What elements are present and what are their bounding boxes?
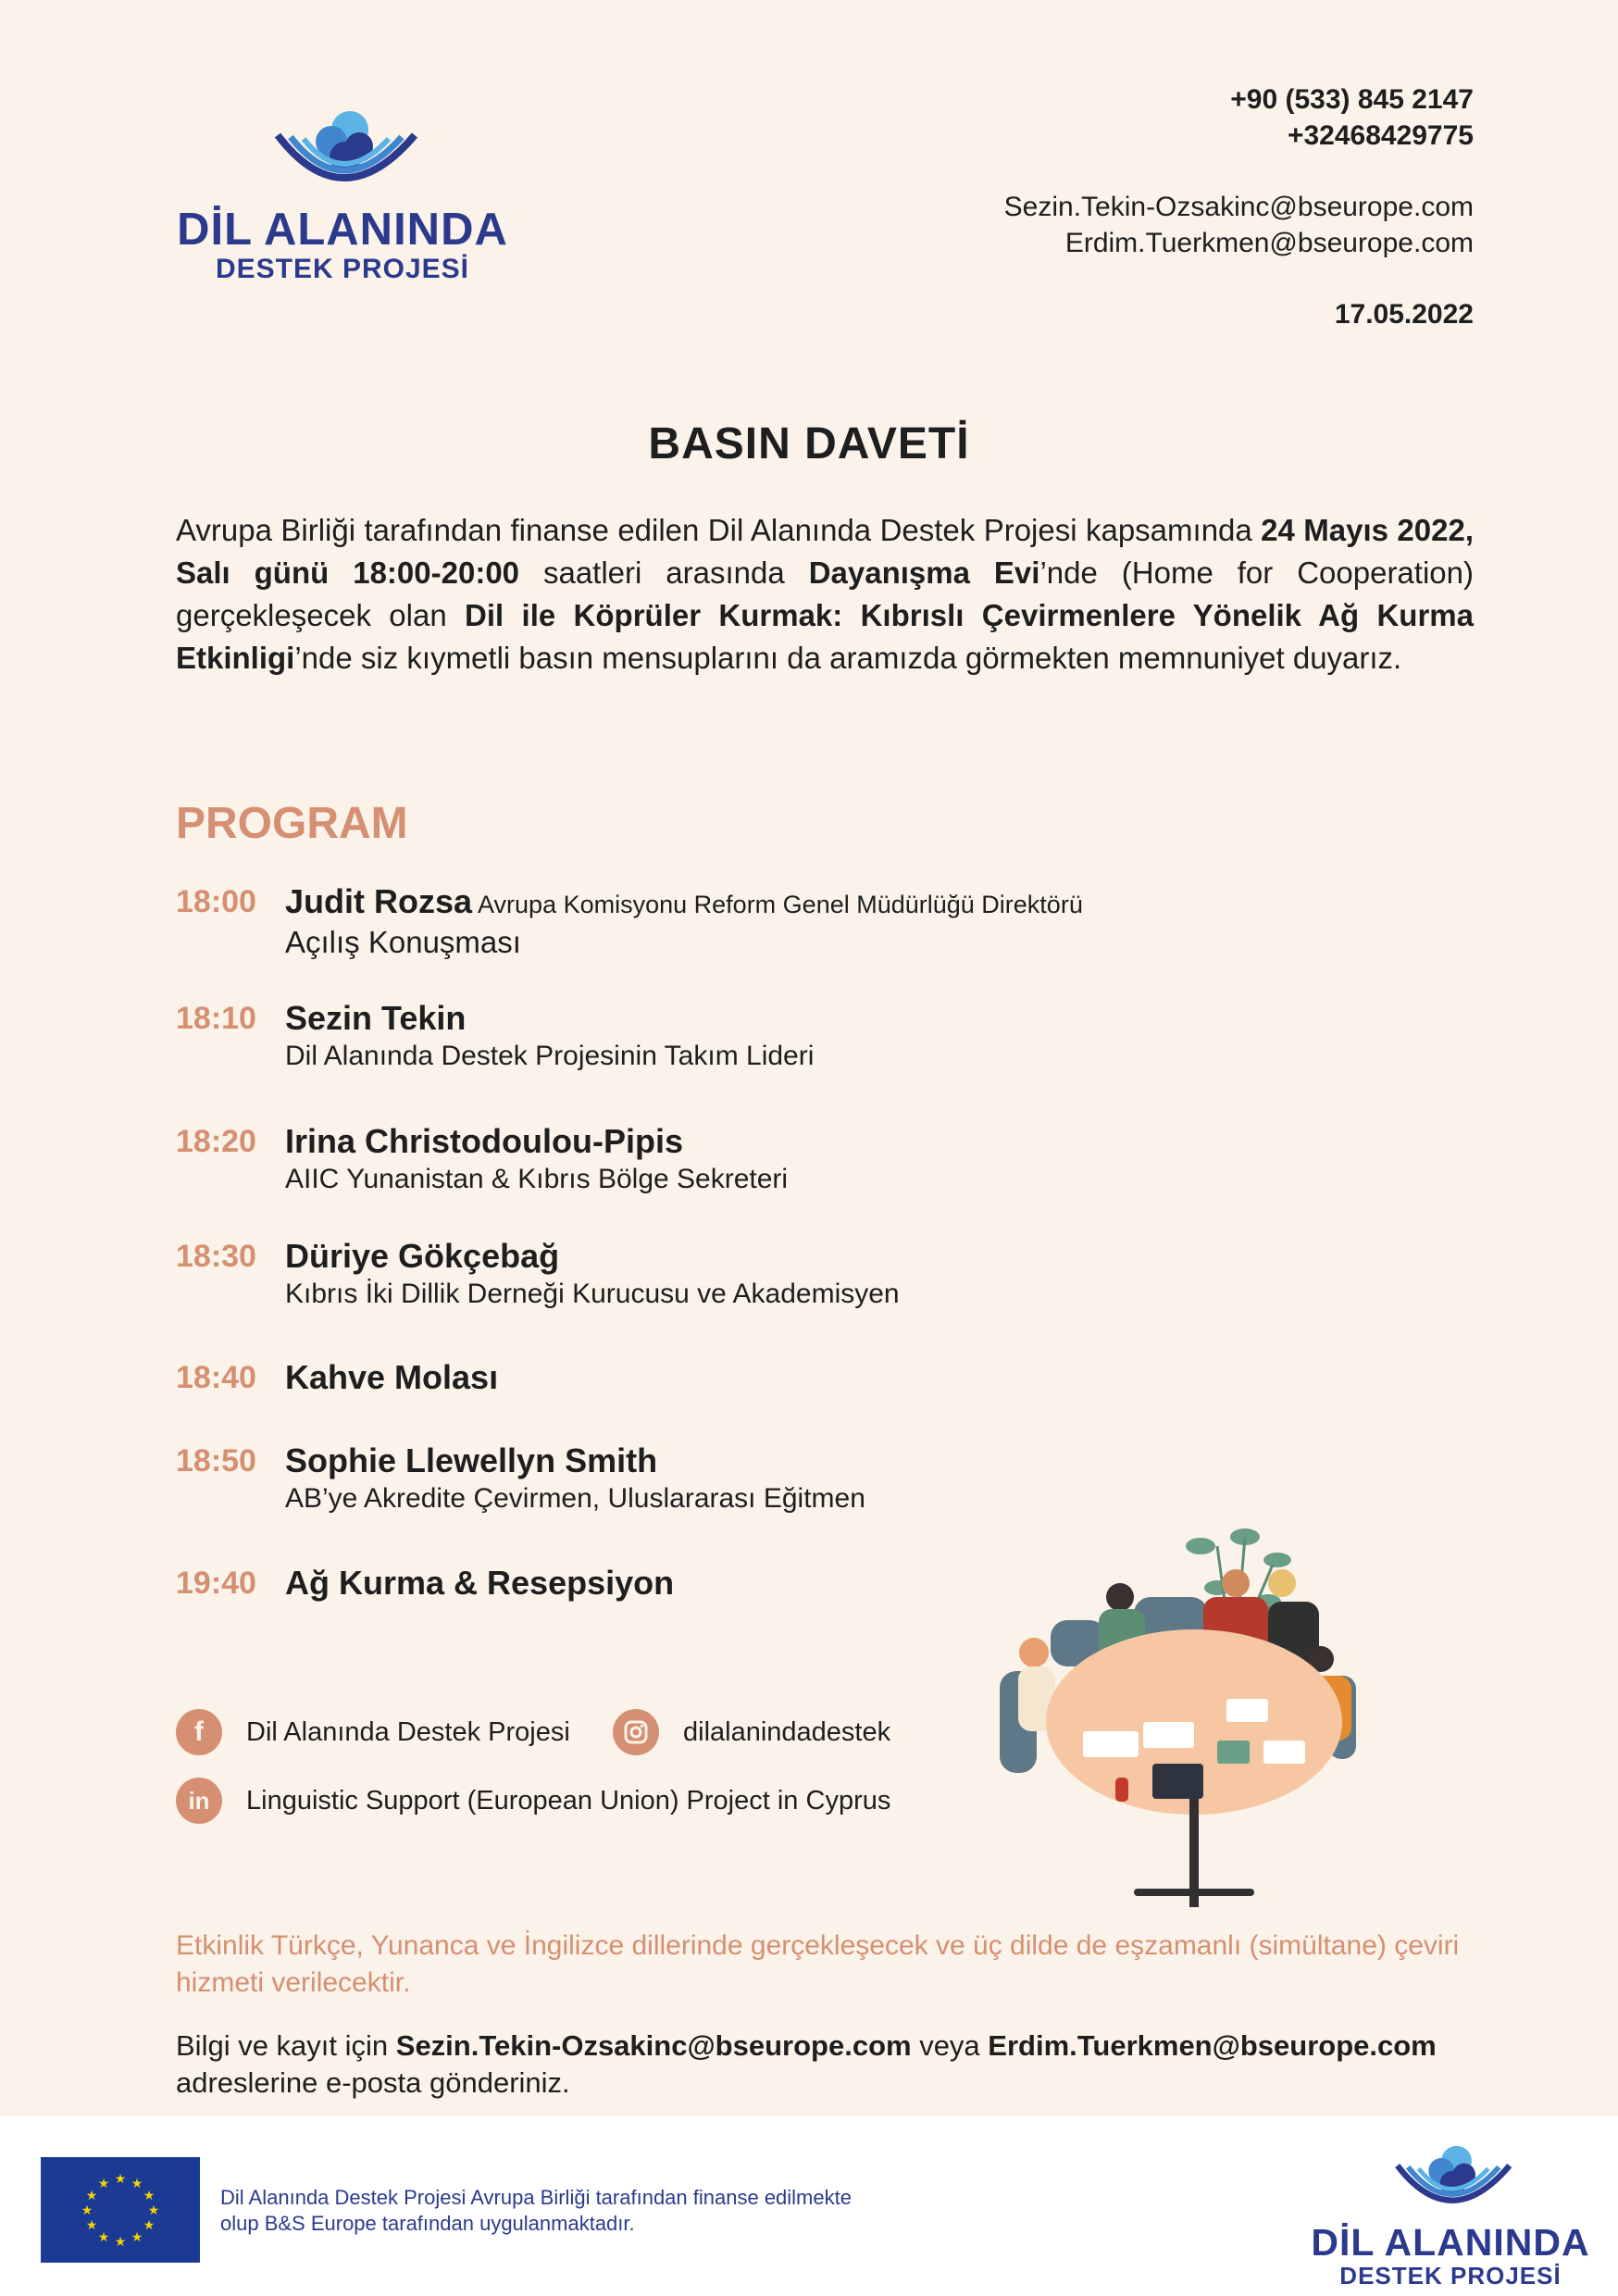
facebook-icon: f (176, 1709, 222, 1755)
intro-text-4: ’nde siz kıymetli basın mensuplarını da aramızda görmekten memnuniyet duyarız. (294, 641, 1402, 675)
svg-text:★: ★ (143, 2189, 156, 2203)
header-logo (176, 100, 509, 285)
speaker-name: Judit Rozsa (285, 882, 473, 920)
program-time: 18:50 (176, 1443, 256, 1479)
instagram-icon (613, 1709, 659, 1755)
speaker-role: AB’ye Akredite Çevirmen, Uluslararası Eğitmen (285, 1483, 865, 1514)
registration-info (176, 2028, 1490, 2102)
program-item (176, 1357, 1333, 1398)
intro-event-date: 24 Mayıs 2022, Salı günü 18:00-20:00 (176, 513, 1474, 590)
meeting-illustration (995, 1518, 1402, 1935)
svg-text:★: ★ (143, 2218, 156, 2233)
linkedin-icon: in (176, 1778, 222, 1824)
svg-text:★: ★ (147, 2203, 160, 2218)
svg-text:★: ★ (85, 2189, 98, 2203)
info-text-3: adreslerine e-posta gönderiniz. (176, 2066, 570, 2099)
logo-subtitle: DESTEK PROJESİ (1339, 2262, 1562, 2290)
page-title: BASIN DAVETİ (648, 419, 970, 468)
speaker-title-inline: Avrupa Komisyonu Reform Genel Müdürlüğü Direktörü (478, 891, 1083, 918)
logo-mark-icon (259, 100, 426, 202)
info-email-2[interactable]: Erdim.Tuerkmen@bseurope.com (988, 2029, 1437, 2062)
facebook-label: Dil Alanında Destek Projesi (246, 1716, 570, 1747)
info-text-1: Bilgi ve kayıt için (176, 2029, 396, 2062)
speaker-name: Irina Christodoulou-Pipis (285, 1122, 683, 1160)
speaker-role: Açılış Konuşması (285, 925, 521, 959)
svg-text:★: ★ (81, 2203, 93, 2218)
program-item (176, 881, 1333, 960)
program-time: 18:20 (176, 1124, 256, 1159)
program-heading: PROGRAM (176, 799, 408, 848)
program-time: 19:40 (176, 1566, 256, 1601)
speaker-role: AIIC Yunanistan & Kıbrıs Bölge Sekreteri (285, 1164, 789, 1194)
eu-flag-icon (41, 2157, 200, 2263)
logo-title: DİL ALANINDA (177, 205, 508, 255)
program-item (176, 998, 1333, 1074)
intro-paragraph (176, 509, 1474, 680)
speaker-role: Dil Alanında Destek Projesinin Takım Lideri (285, 1041, 815, 1071)
contact-phone-1: +90 (533) 845 2147 (1230, 84, 1474, 115)
intro-event-name: Dil ile Köprüler Kurmak: Kıbrıslı Çevirmenlere Yönelik Ağ Kurma Etkinligi (176, 598, 1474, 675)
social-linkedin[interactable] (176, 1778, 890, 1824)
linkedin-label: Linguistic Support (European Union) Project in Cyprus (246, 1785, 891, 1816)
speaker-name: Sophie Llewellyn Smith (285, 1441, 658, 1479)
contact-block (826, 81, 1474, 332)
logo-subtitle: DESTEK PROJESİ (215, 254, 470, 284)
program-time: 18:10 (176, 1001, 256, 1036)
logo-mark-icon (1381, 2137, 1520, 2220)
intro-text-1: Avrupa Birliği tarafından finanse edilen Dil Alanında Destek Projesi kapsamında (176, 513, 1262, 547)
svg-text:★: ★ (114, 2235, 127, 2250)
speaker-name: Sezin Tekin (285, 999, 467, 1037)
program-item (176, 1441, 1333, 1516)
speaker-name: Kahve Molası (285, 1358, 499, 1396)
intro-text-2: saatleri arasında (519, 555, 809, 590)
program-time: 18:40 (176, 1360, 256, 1395)
intro-venue: Dayanışma Evi (808, 555, 1040, 590)
intro-text-3: ’nde (Home for Cooperation) gerçekleşecek olan (176, 555, 1474, 632)
contact-email-2[interactable]: Erdim.Tuerkmen@bseurope.com (1064, 228, 1474, 258)
info-email-1[interactable]: Sezin.Tekin-Ozsakinc@bseurope.com (395, 2029, 912, 2062)
footer-logo (1307, 2137, 1594, 2289)
social-facebook[interactable] (176, 1709, 570, 1755)
info-text-2: veya (911, 2029, 989, 2062)
contact-email-1[interactable]: Sezin.Tekin-Ozsakinc@bseurope.com (1003, 192, 1474, 222)
program-time: 18:00 (176, 884, 256, 919)
svg-text:★: ★ (97, 2177, 110, 2191)
program-time: 18:30 (176, 1239, 256, 1274)
program-item (176, 1236, 1333, 1312)
social-instagram[interactable] (613, 1709, 890, 1755)
footer (0, 2116, 1618, 2296)
speaker-role: Kıbrıs İki Dillik Derneği Kurucusu ve Akademisyen (285, 1279, 900, 1309)
contact-date: 17.05.2022 (1334, 299, 1474, 330)
language-note: Etkinlik Türkçe, Yunanca ve İngilizce dillerinde gerçekleşecek ve üç dilde de eşzamanlı (simültane) çeviri hizmeti verilecektir. (176, 1930, 1460, 1998)
speaker-name: Düriye Gökçebağ (285, 1237, 560, 1275)
svg-text:★: ★ (85, 2218, 98, 2233)
contact-phone-2: +32468429775 (1287, 120, 1474, 151)
instagram-label: dilalanindadestek (683, 1716, 891, 1747)
svg-text:★: ★ (114, 2172, 127, 2187)
logo-title: DİL ALANINDA (1311, 2221, 1590, 2264)
speaker-name: Ağ Kurma & Resepsiyon (285, 1564, 675, 1602)
program-item (176, 1121, 1333, 1197)
footer-text: Dil Alanında Destek Projesi Avrupa Birliği tarafından finanse edilmekte olup B&S Europe tarafından uygulanmaktadır. (220, 2186, 852, 2235)
svg-text:★: ★ (131, 2230, 143, 2245)
svg-text:★: ★ (97, 2230, 110, 2245)
svg-text:★: ★ (131, 2177, 143, 2191)
